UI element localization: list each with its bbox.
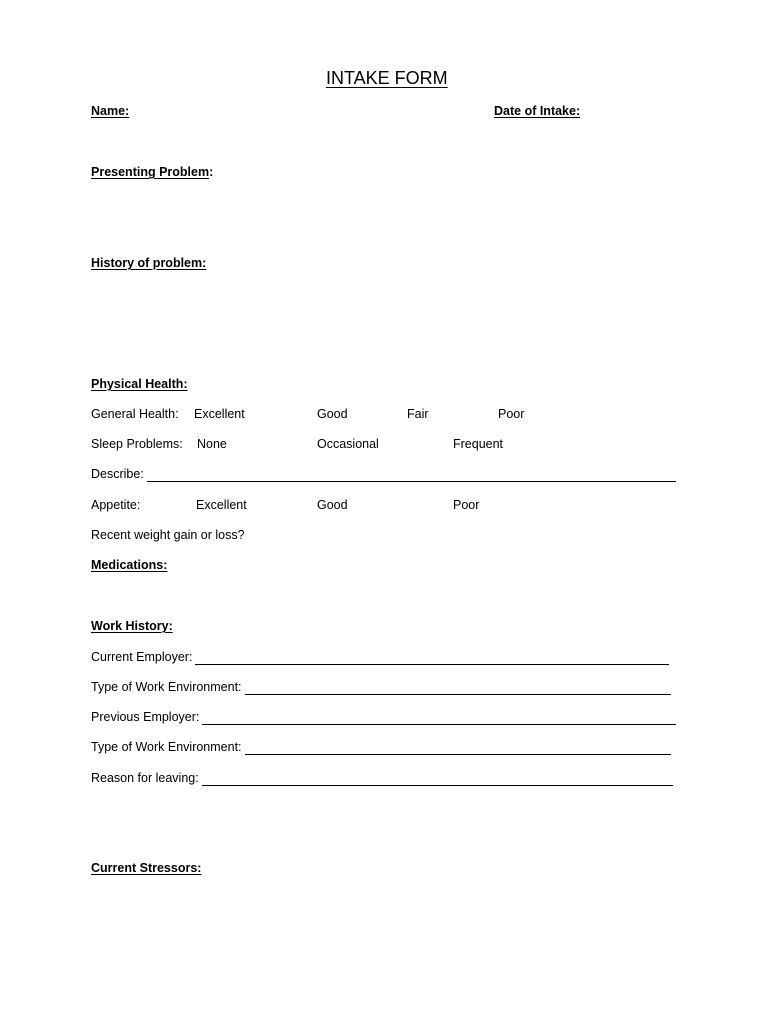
appetite-option-poor[interactable]: Poor <box>453 498 480 512</box>
appetite-label: Appetite: <box>91 498 141 512</box>
reason-for-leaving-label: Reason for leaving: <box>91 771 199 785</box>
appetite-option-excellent[interactable]: Excellent <box>196 498 247 512</box>
work-environment-input-line-2[interactable] <box>245 742 671 755</box>
sleep-option-occasional[interactable]: Occasional <box>317 437 379 451</box>
reason-for-leaving-input-line[interactable] <box>202 773 673 786</box>
sleep-problems-label: Sleep Problems: <box>91 437 183 451</box>
previous-employer-label: Previous Employer: <box>91 710 200 724</box>
previous-employer-field <box>91 709 676 725</box>
form-title: INTAKE FORM <box>326 68 448 88</box>
history-of-problem-label: History of problem: <box>91 256 207 270</box>
physical-health-header: Physical Health: <box>91 377 188 391</box>
weight-change-question: Recent weight gain or loss? <box>91 528 245 542</box>
work-history-header: Work History: <box>91 619 173 633</box>
work-environment-label-1: Type of Work Environment: <box>91 680 242 694</box>
presenting-problem-field <box>91 164 213 180</box>
presenting-problem-label: Presenting Problem <box>91 165 210 179</box>
name-label: Name: <box>91 104 130 118</box>
sleep-option-none[interactable]: None <box>197 437 227 451</box>
medications-label: Medications: <box>91 558 168 572</box>
previous-employer-input-line[interactable] <box>202 712 676 725</box>
describe-label: Describe: <box>91 467 144 481</box>
general-health-option-excellent[interactable]: Excellent <box>194 407 245 421</box>
current-employer-field <box>91 649 669 665</box>
general-health-option-poor[interactable]: Poor <box>498 407 525 421</box>
current-stressors-label: Current Stressors: <box>91 861 202 875</box>
general-health-option-good[interactable]: Good <box>317 407 348 421</box>
work-environment-field-1 <box>91 679 671 695</box>
describe-field <box>91 466 676 482</box>
describe-input-line[interactable] <box>147 469 676 482</box>
date-of-intake-label: Date of Intake: <box>494 104 581 118</box>
reason-for-leaving-field <box>91 770 673 786</box>
presenting-problem-colon: : <box>209 165 214 179</box>
work-environment-label-2: Type of Work Environment: <box>91 740 242 754</box>
general-health-label: General Health: <box>91 407 179 421</box>
sleep-option-frequent[interactable]: Frequent <box>453 437 504 451</box>
current-employer-input-line[interactable] <box>195 652 669 665</box>
work-environment-input-line-1[interactable] <box>245 682 671 695</box>
general-health-option-fair[interactable]: Fair <box>407 407 429 421</box>
work-environment-field-2 <box>91 739 671 755</box>
current-employer-label: Current Employer: <box>91 650 193 664</box>
appetite-option-good[interactable]: Good <box>317 498 348 512</box>
